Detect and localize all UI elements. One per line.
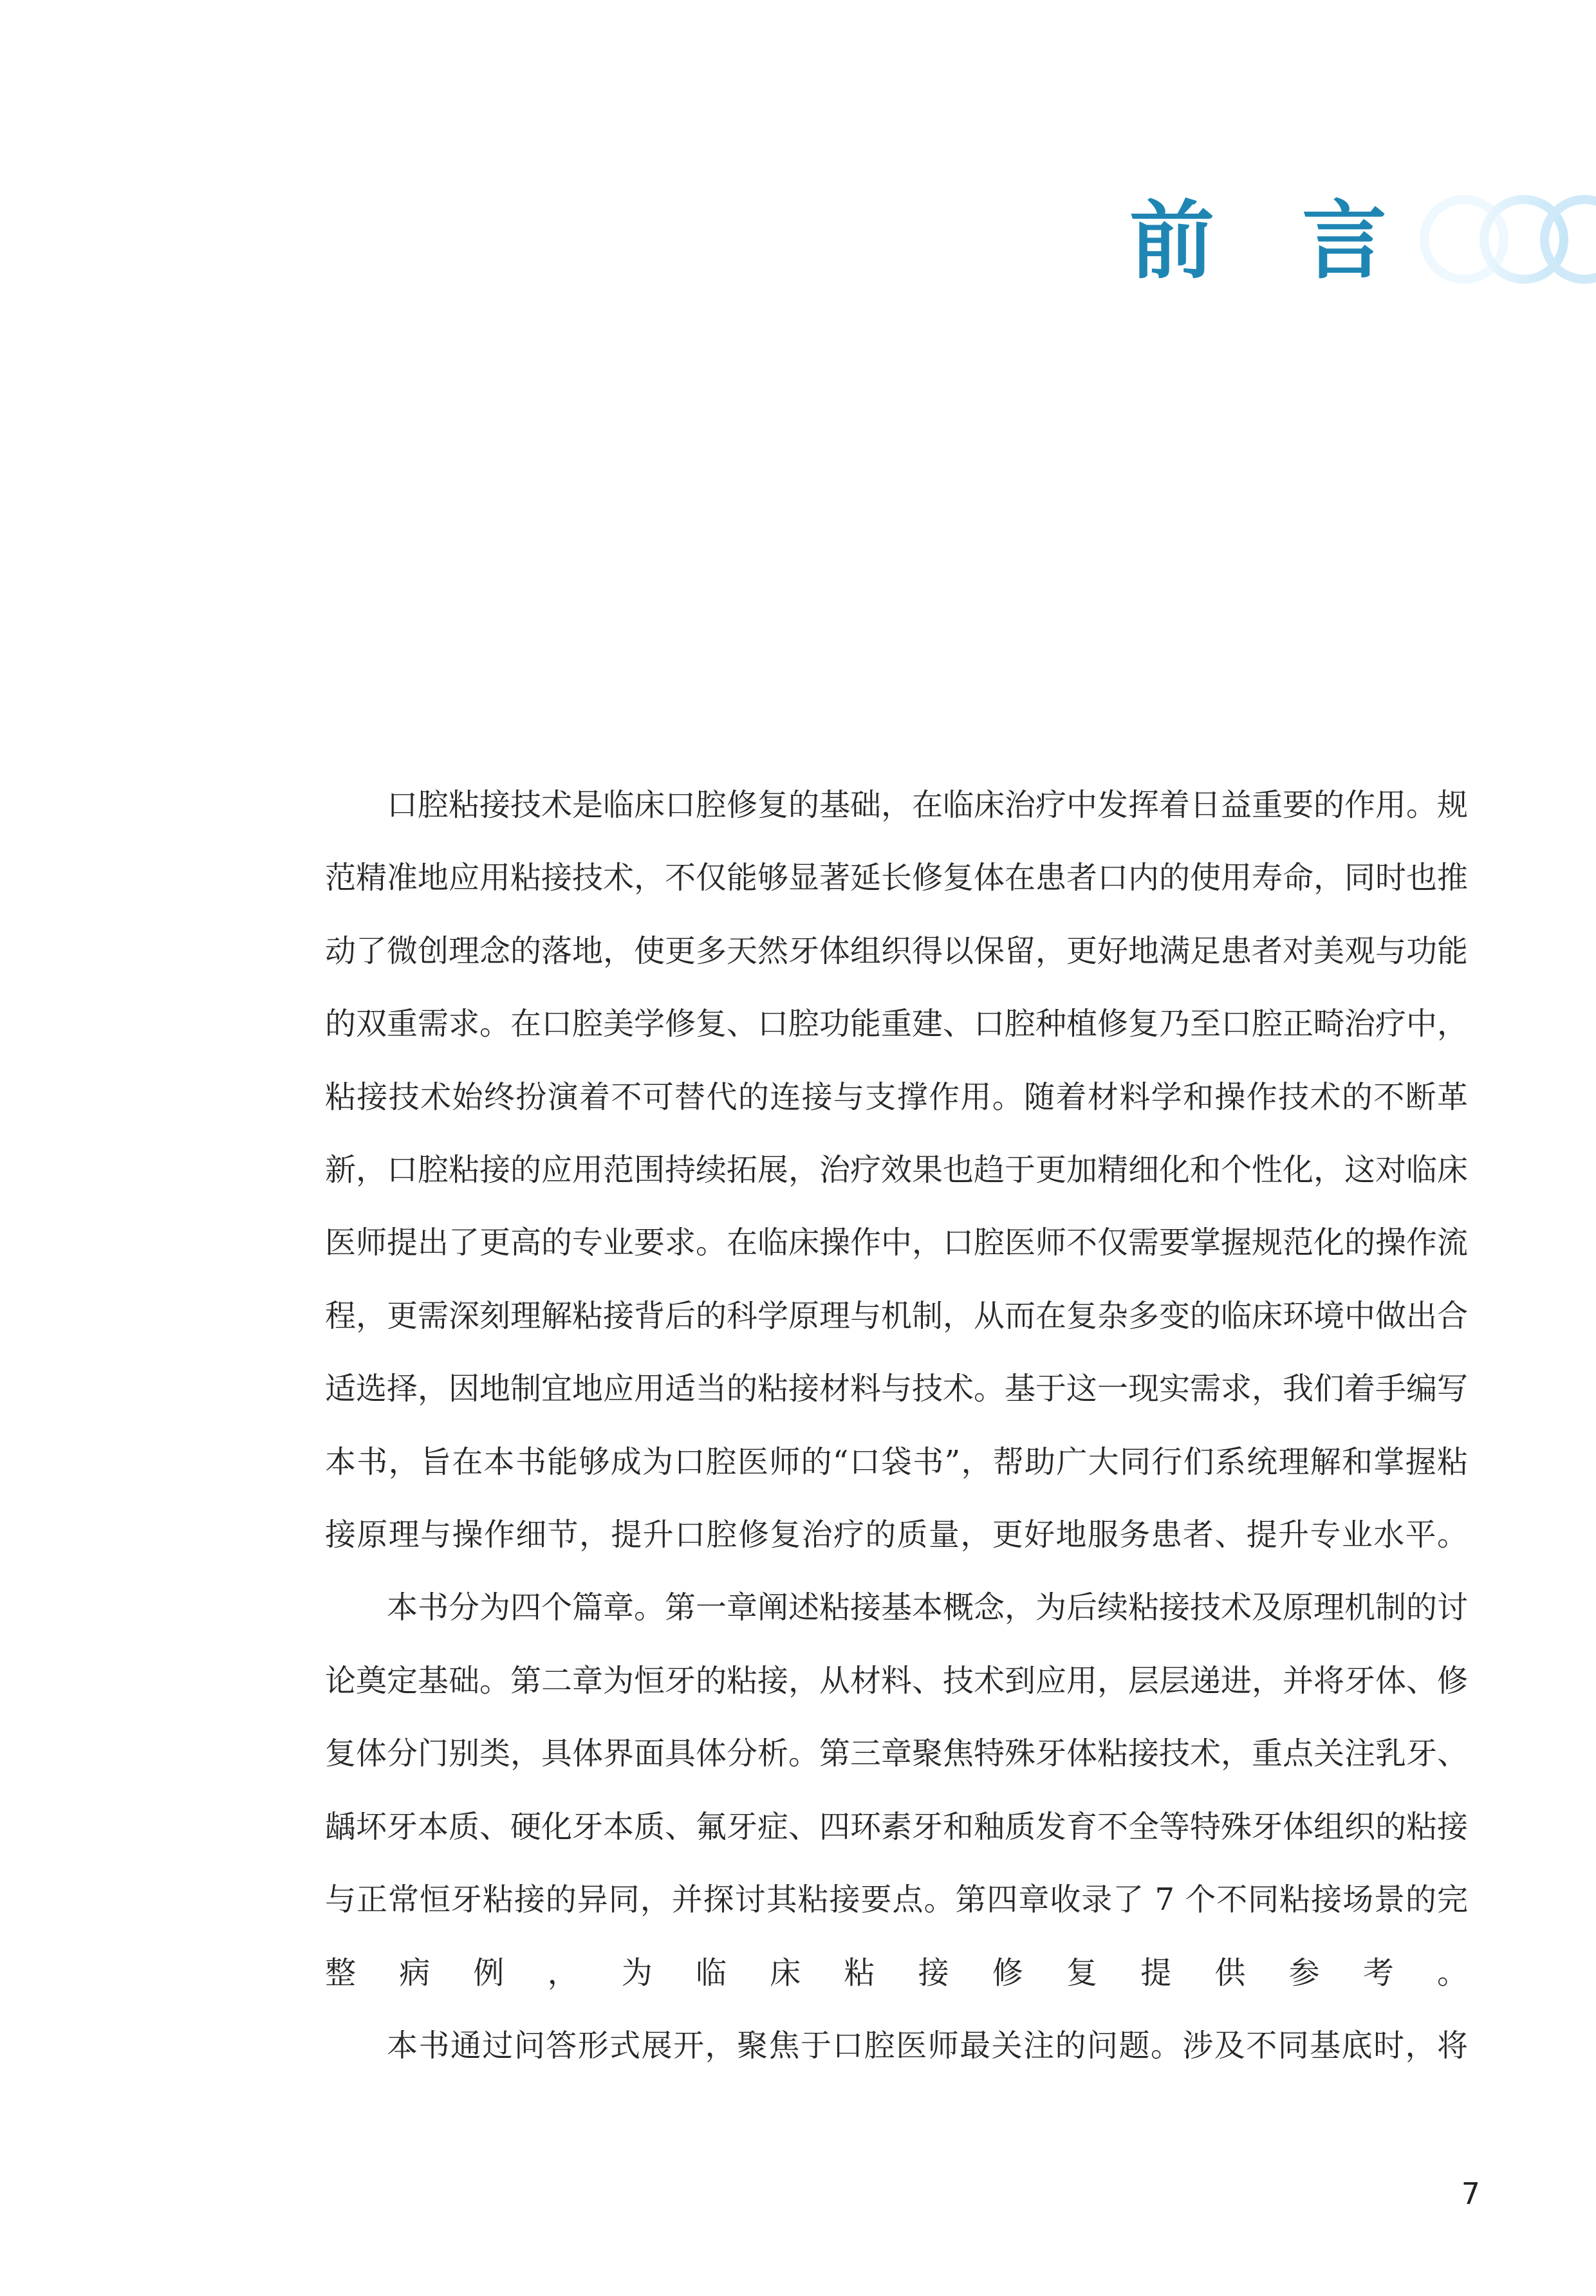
- paragraph-2: 本书分为四个篇章。第一章阐述粘接基本概念，为后续粘接技术及原理机制的讨论奠定基础。第二章为恒牙的粘接，从材料、技术到应用，层层递进，并将牙体、修复体分门别类，具体界面具体分析。第三章聚焦特殊牙体粘接技术，重点关注乳牙、龋坏牙本质、硬化牙本质、氟牙症、四环素牙和釉质发育不全等特殊牙体组织的粘接与正常恒牙粘接的异同，并探讨其粘接要点。第四章收录了 7 个不同粘接场景的完整病例，为临床粘接修复提供参考。: [325, 1589, 1469, 1991]
- page-number: 7: [1461, 2176, 1480, 2211]
- paragraph-3: 本书通过问答形式展开，聚焦于口腔医师最关注的问题。涉及不同基底时，将: [387, 2027, 1468, 2064]
- page-title: 前言: [1129, 192, 1474, 291]
- preface-body: [325, 769, 1468, 2082]
- page-header: [0, 0, 1596, 335]
- decorative-rings-icon: [1409, 187, 1596, 296]
- paragraph-1: 口腔粘接技术是临床口腔修复的基础，在临床治疗中发挥着日益重要的作用。规范精准地应用粘接技术，不仅能够显著延长修复体在患者口内的使用寿命，同时也推动了微创理念的落地，使更多天然牙体组织得以保留，更好地满足患者对美观与功能的双重需求。在口腔美学修复、口腔功能重建、口腔种植修复乃至口腔正畸治疗中，粘接技术始终扮演着不可替代的连接与支撑作用。随着材料学和操作技术的不断革新，口腔粘接的应用范围持续拓展，治疗效果也趋于更加精细化和个性化，这对临床医师提出了更高的专业要求。在临床操作中，口腔医师不仅需要掌握规范化的操作流程，更需深刻理解粘接背后的科学原理与机制，从而在复杂多变的临床环境中做出合适选择，因地制宜地应用适当的粘接材料与技术。基于这一现实需求，我们着手编写本书，旨在本书能够成为口腔医师的“口袋书”，帮助广大同行们系统理解和掌握粘接原理与操作细节，提升口腔修复治疗的质量，更好地服务患者、提升专业水平。: [325, 787, 1469, 1553]
